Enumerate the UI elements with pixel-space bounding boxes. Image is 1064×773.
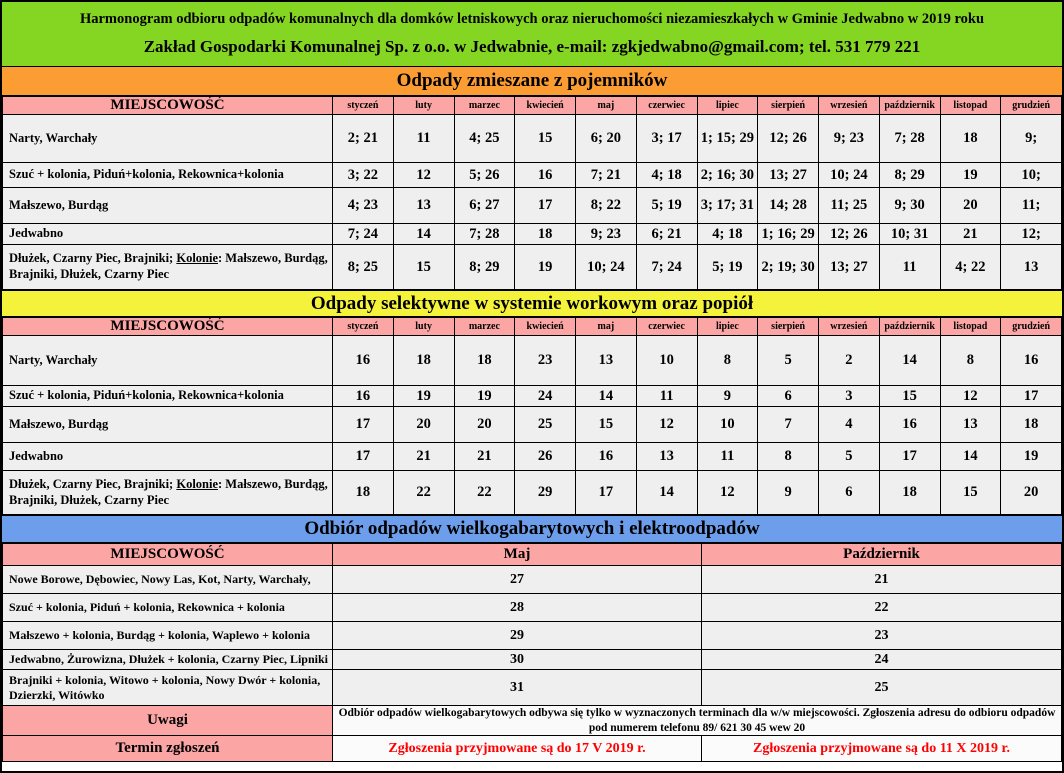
- may-date-cell: 28: [333, 594, 702, 622]
- table-row: [3, 245, 1062, 290]
- place-cell: Narty, Warchały: [3, 336, 333, 386]
- table-row: [3, 224, 1062, 245]
- schedule-value-cell: 15: [879, 386, 940, 407]
- october-date-cell: 22: [702, 594, 1062, 622]
- month-header: marzec: [454, 97, 515, 115]
- schedule-value-cell: 4; 18: [636, 163, 697, 188]
- schedule-value-cell: 12; 26: [758, 115, 819, 163]
- place-cell: [3, 471, 333, 515]
- schedule-value-cell: 12: [940, 386, 1001, 407]
- schedule-value-cell: 13: [940, 407, 1001, 443]
- schedule-value-cell: 12: [636, 407, 697, 443]
- schedule-value-cell: 8; 25: [333, 245, 394, 290]
- schedule-value-cell: 14: [636, 471, 697, 515]
- schedule-value-cell: 4; 22: [940, 245, 1001, 290]
- schedule-value-cell: 14: [393, 224, 454, 245]
- month-header: kwiecień: [515, 97, 576, 115]
- document-header: [2, 2, 1062, 67]
- month-header: wrzesień: [819, 318, 880, 336]
- schedule-value-cell: 8: [940, 336, 1001, 386]
- schedule-value-cell: 8; 29: [454, 245, 515, 290]
- schedule-value-cell: 19: [393, 386, 454, 407]
- month-header: marzec: [454, 318, 515, 336]
- schedule-value-cell: 9: [697, 386, 758, 407]
- schedule-value-cell: 12;: [1001, 224, 1062, 245]
- table-row: [3, 407, 1062, 443]
- october-date-cell: 23: [702, 622, 1062, 650]
- schedule-value-cell: 7; 24: [636, 245, 697, 290]
- month-header: maj: [576, 97, 637, 115]
- schedule-value-cell: 18: [515, 224, 576, 245]
- schedule-value-cell: 17: [879, 443, 940, 471]
- bulky-waste-table: [2, 543, 1062, 762]
- table-row: [3, 115, 1062, 163]
- schedule-value-cell: 13: [576, 336, 637, 386]
- place-text: : Małszewo, Burdąg, Brajniki, Dłużek, Czarny Piec: [9, 251, 328, 281]
- schedule-value-cell: 21: [454, 443, 515, 471]
- table-row: [3, 471, 1062, 515]
- month-header: listopad: [940, 318, 1001, 336]
- schedule-value-cell: 8: [758, 443, 819, 471]
- schedule-value-cell: 11: [636, 386, 697, 407]
- schedule-value-cell: 15: [576, 407, 637, 443]
- company-contact-line: Zakład Gospodarki Komunalnej Sp. z o.o. w Jedwabnie, e-mail: zgkjedwabno@gmail.com; tel. 531 779 221: [143, 37, 921, 56]
- schedule-value-cell: 21: [393, 443, 454, 471]
- table-row: [3, 650, 1062, 670]
- column-header-miejscowosc: MIEJSCOWOŚĆ: [3, 544, 333, 566]
- schedule-value-cell: 29: [515, 471, 576, 515]
- schedule-value-cell: 12: [393, 163, 454, 188]
- place-cell: Jedwabno: [3, 224, 333, 245]
- schedule-value-cell: 3; 22: [333, 163, 394, 188]
- schedule-value-cell: 17: [333, 443, 394, 471]
- place-cell: Nowe Borowe, Dębowiec, Nowy Las, Kot, Narty, Warchały,: [3, 566, 333, 594]
- month-header: październik: [879, 318, 940, 336]
- schedule-value-cell: 18: [1001, 407, 1062, 443]
- schedule-value-cell: 5; 26: [454, 163, 515, 188]
- mixed-waste-table: [2, 96, 1062, 290]
- selective-waste-table: [2, 317, 1062, 515]
- schedule-value-cell: 13: [636, 443, 697, 471]
- schedule-value-cell: 5: [819, 443, 880, 471]
- schedule-value-cell: 20: [1001, 471, 1062, 515]
- remarks-label: Uwagi: [3, 706, 333, 736]
- schedule-value-cell: 16: [515, 163, 576, 188]
- schedule-value-cell: 13: [1001, 245, 1062, 290]
- schedule-value-cell: 6: [819, 471, 880, 515]
- schedule-value-cell: 2; 19; 30: [758, 245, 819, 290]
- schedule-value-cell: 11: [697, 443, 758, 471]
- schedule-value-cell: 18: [393, 336, 454, 386]
- schedule-value-cell: 6; 27: [454, 188, 515, 224]
- may-date-cell: 31: [333, 670, 702, 706]
- schedule-value-cell: 6: [758, 386, 819, 407]
- schedule-value-cell: 9; 23: [819, 115, 880, 163]
- place-cell: Szuć + kolonia, Piduń + kolonia, Rekownica + kolonia: [3, 594, 333, 622]
- table-row: [3, 386, 1062, 407]
- schedule-value-cell: 9: [758, 471, 819, 515]
- place-text: Dłużek, Czarny Piec, Brajniki;: [9, 251, 177, 266]
- month-header: grudzień: [1001, 318, 1062, 336]
- schedule-value-cell: 10;: [1001, 163, 1062, 188]
- schedule-value-cell: 5; 19: [697, 245, 758, 290]
- month-header: lipiec: [697, 318, 758, 336]
- place-cell: Szuć + kolonia, Piduń+kolonia, Rekownica+kolonia: [3, 386, 333, 407]
- table-row: [3, 622, 1062, 650]
- schedule-value-cell: 13: [393, 188, 454, 224]
- schedule-value-cell: 14: [576, 386, 637, 407]
- month-header: sierpień: [758, 318, 819, 336]
- table-row: [3, 594, 1062, 622]
- schedule-value-cell: 19: [454, 386, 515, 407]
- schedule-value-cell: 19: [940, 163, 1001, 188]
- schedule-value-cell: 7: [758, 407, 819, 443]
- month-header: październik: [879, 97, 940, 115]
- schedule-value-cell: 16: [576, 443, 637, 471]
- schedule-value-cell: 10: [697, 407, 758, 443]
- schedule-value-cell: 20: [454, 407, 515, 443]
- table-row: [3, 670, 1062, 706]
- submission-deadline-row: [3, 736, 1062, 762]
- may-date-cell: 29: [333, 622, 702, 650]
- month-header: styczeń: [333, 97, 394, 115]
- schedule-value-cell: 7; 28: [879, 115, 940, 163]
- schedule-value-cell: 16: [879, 407, 940, 443]
- schedule-value-cell: 14: [940, 443, 1001, 471]
- place-text: Dłużek, Czarny Piec, Brajniki;: [9, 476, 177, 491]
- table-row: [3, 336, 1062, 386]
- column-header-pazdziernik: Październik: [702, 544, 1062, 566]
- schedule-value-cell: 7; 21: [576, 163, 637, 188]
- schedule-value-cell: 2; 21: [333, 115, 394, 163]
- schedule-value-cell: 24: [515, 386, 576, 407]
- bulky-waste-section-banner: Odbiór odpadów wielkogabarytowych i elektroodpadów: [2, 515, 1062, 543]
- place-cell: Małszewo, Burdąg: [3, 188, 333, 224]
- schedule-value-cell: 11: [393, 115, 454, 163]
- place-cell: Brajniki + kolonia, Witowo + kolonia, Nowy Dwór + kolonia, Dzierzki, Witówko: [3, 670, 333, 706]
- schedule-value-cell: 2; 16; 30: [697, 163, 758, 188]
- schedule-value-cell: 5: [758, 336, 819, 386]
- schedule-value-cell: 21: [940, 224, 1001, 245]
- remarks-row: [3, 706, 1062, 736]
- place-cell: [3, 245, 333, 290]
- schedule-value-cell: 16: [333, 386, 394, 407]
- place-text: : Małszewo, Burdąg, Brajniki, Dłużek, Czarny Piec: [9, 476, 328, 507]
- schedule-value-cell: 18: [879, 471, 940, 515]
- schedule-value-cell: 3: [819, 386, 880, 407]
- column-header-maj: Maj: [333, 544, 702, 566]
- place-cell: Małszewo + kolonia, Burdąg + kolonia, Waplewo + kolonia: [3, 622, 333, 650]
- selective-waste-section-banner: Odpady selektywne w systemie workowym oraz popiół: [2, 290, 1062, 317]
- schedule-value-cell: 18: [454, 336, 515, 386]
- schedule-value-cell: 19: [515, 245, 576, 290]
- schedule-value-cell: 9; 23: [576, 224, 637, 245]
- schedule-value-cell: 13; 27: [819, 245, 880, 290]
- place-text-underlined: Kolonie: [176, 476, 219, 491]
- month-header: lipiec: [697, 97, 758, 115]
- schedule-value-cell: 11: [879, 245, 940, 290]
- remarks-text: Odbiór odpadów wielkogabarytowych odbywa się tylko w wyznaczonych terminach dla w/w miejscowości. Zgłoszenia adresu do odbioru odpadów pod numerem telefonu 89/ 621 30 45 wew 20: [333, 706, 1062, 736]
- october-date-cell: 24: [702, 650, 1062, 670]
- schedule-value-cell: 15: [940, 471, 1001, 515]
- schedule-value-cell: 20: [393, 407, 454, 443]
- schedule-value-cell: 10; 31: [879, 224, 940, 245]
- schedule-value-cell: 9; 30: [879, 188, 940, 224]
- schedule-value-cell: 7; 24: [333, 224, 394, 245]
- month-header: luty: [393, 97, 454, 115]
- schedule-value-cell: 17: [576, 471, 637, 515]
- october-date-cell: 25: [702, 670, 1062, 706]
- schedule-value-cell: 10: [636, 336, 697, 386]
- document-title: Harmonogram odbioru odpadów komunalnych dla domków letniskowych oraz nieruchomości niezamieszkałych w Gminie Jedwabno w 2019 roku: [79, 11, 985, 27]
- schedule-value-cell: 4; 18: [697, 224, 758, 245]
- schedule-value-cell: 10; 24: [576, 245, 637, 290]
- schedule-value-cell: 8: [697, 336, 758, 386]
- october-date-cell: 21: [702, 566, 1062, 594]
- schedule-value-cell: 17: [333, 407, 394, 443]
- schedule-value-cell: 17: [515, 188, 576, 224]
- place-cell: Małszewo, Burdąg: [3, 407, 333, 443]
- schedule-value-cell: 3; 17: [636, 115, 697, 163]
- schedule-value-cell: 5; 19: [636, 188, 697, 224]
- schedule-value-cell: 2: [819, 336, 880, 386]
- table-row: [3, 188, 1062, 224]
- schedule-value-cell: 1; 15; 29: [697, 115, 758, 163]
- deadline-may: Zgłoszenia przyjmowane są do 17 V 2019 r.: [333, 736, 702, 762]
- schedule-value-cell: 25: [515, 407, 576, 443]
- schedule-value-cell: 26: [515, 443, 576, 471]
- schedule-value-cell: 22: [393, 471, 454, 515]
- schedule-value-cell: 10; 24: [819, 163, 880, 188]
- schedule-value-cell: 13; 27: [758, 163, 819, 188]
- schedule-value-cell: 8; 22: [576, 188, 637, 224]
- schedule-value-cell: 11; 25: [819, 188, 880, 224]
- schedule-value-cell: 22: [454, 471, 515, 515]
- schedule-value-cell: 11;: [1001, 188, 1062, 224]
- schedule-value-cell: 3; 17; 31: [697, 188, 758, 224]
- mixed-waste-section-banner: Odpady zmieszane z pojemników: [2, 67, 1062, 96]
- column-header-miejscowosc: MIEJSCOWOŚĆ: [3, 318, 333, 336]
- schedule-value-cell: 14: [879, 336, 940, 386]
- schedule-value-cell: 6; 21: [636, 224, 697, 245]
- month-header: sierpień: [758, 97, 819, 115]
- place-cell: Szuć + kolonia, Piduń+kolonia, Rekownica+kolonia: [3, 163, 333, 188]
- month-header: maj: [576, 318, 637, 336]
- place-cell: Jedwabno: [3, 443, 333, 471]
- may-date-cell: 30: [333, 650, 702, 670]
- schedule-value-cell: 17: [1001, 386, 1062, 407]
- month-header: czerwiec: [636, 318, 697, 336]
- schedule-value-cell: 12; 26: [819, 224, 880, 245]
- schedule-value-cell: 4; 25: [454, 115, 515, 163]
- deadline-label: Termin zgłoszeń: [3, 736, 333, 762]
- month-header: wrzesień: [819, 97, 880, 115]
- table-row: [3, 566, 1062, 594]
- schedule-value-cell: 1; 16; 29: [758, 224, 819, 245]
- place-text-underlined: Kolonie: [176, 251, 219, 266]
- deadline-october: Zgłoszenia przyjmowane są do 11 X 2019 r.: [702, 736, 1062, 762]
- month-header: luty: [393, 318, 454, 336]
- schedule-value-cell: 12: [697, 471, 758, 515]
- month-header: kwiecień: [515, 318, 576, 336]
- schedule-value-cell: 20: [940, 188, 1001, 224]
- place-cell: Jedwabno, Żurowizna, Dłużek + kolonia, Czarny Piec, Lipniki: [3, 650, 333, 670]
- place-cell: Narty, Warchały: [3, 115, 333, 163]
- schedule-value-cell: 4: [819, 407, 880, 443]
- schedule-value-cell: 7; 28: [454, 224, 515, 245]
- month-header: listopad: [940, 97, 1001, 115]
- schedule-value-cell: 4; 23: [333, 188, 394, 224]
- month-header: czerwiec: [636, 97, 697, 115]
- column-header-miejscowosc: MIEJSCOWOŚĆ: [3, 97, 333, 115]
- schedule-value-cell: 16: [333, 336, 394, 386]
- schedule-value-cell: 15: [393, 245, 454, 290]
- table-row: [3, 163, 1062, 188]
- month-header: styczeń: [333, 318, 394, 336]
- schedule-value-cell: 15: [515, 115, 576, 163]
- table-row: [3, 443, 1062, 471]
- may-date-cell: 27: [333, 566, 702, 594]
- schedule-value-cell: 8; 29: [879, 163, 940, 188]
- schedule-value-cell: 23: [515, 336, 576, 386]
- schedule-value-cell: 14; 28: [758, 188, 819, 224]
- schedule-value-cell: 6; 20: [576, 115, 637, 163]
- schedule-value-cell: 18: [940, 115, 1001, 163]
- schedule-value-cell: 19: [1001, 443, 1062, 471]
- schedule-value-cell: 9;: [1001, 115, 1062, 163]
- month-header: grudzień: [1001, 97, 1062, 115]
- schedule-value-cell: 16: [1001, 336, 1062, 386]
- schedule-value-cell: 18: [333, 471, 394, 515]
